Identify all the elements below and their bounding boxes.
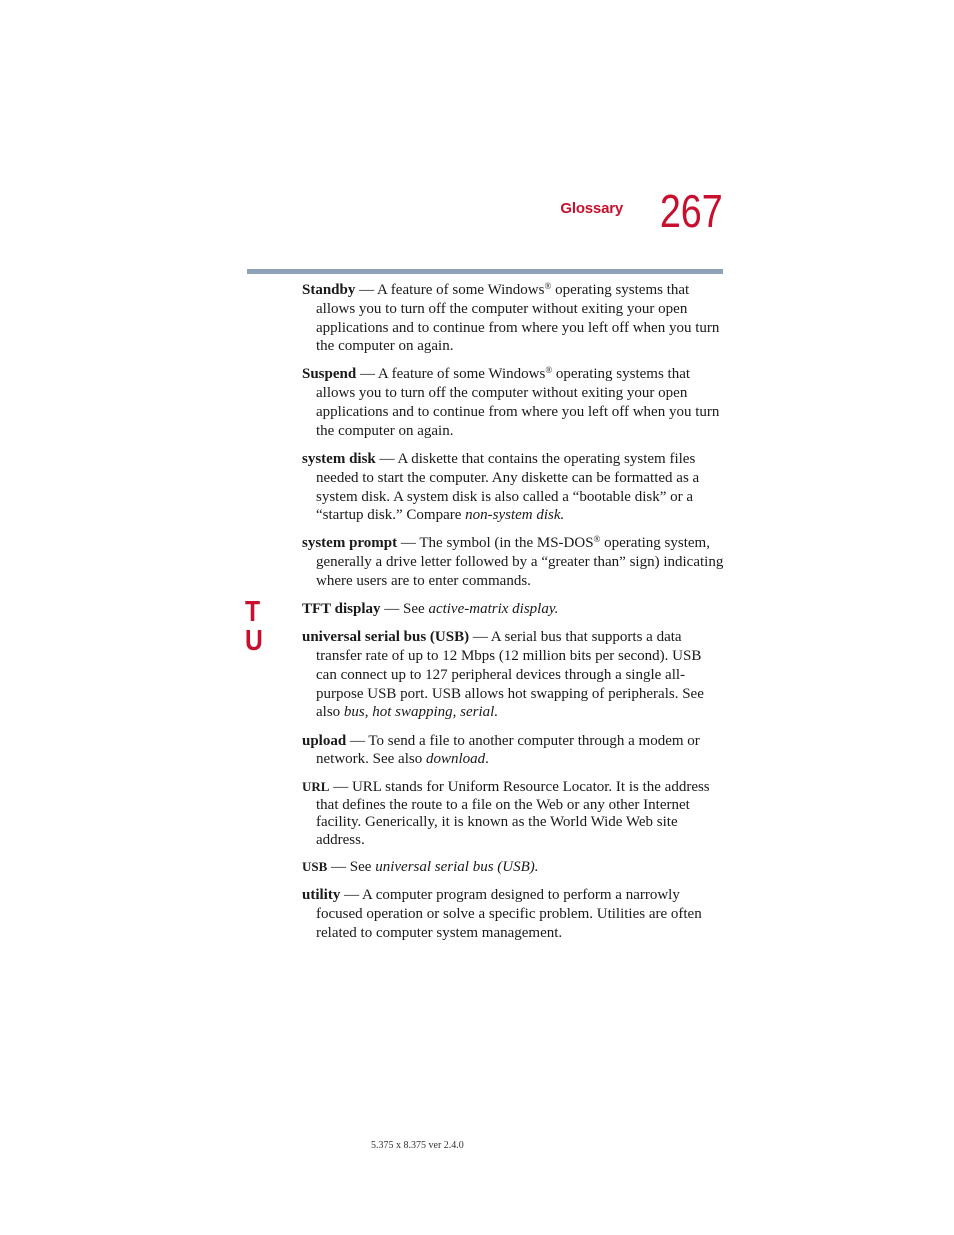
entry-text: operating systems that allows you to turn off the computer without exiting your open applications and to continue from where you left off when you turn the computer on again. bbox=[316, 366, 720, 439]
glossary-entry-suspend bbox=[302, 365, 724, 440]
entry-text: — A diskette that contains the operating system files needed to start the computer. Any diskette can be formatted as a system disk. A system disk is also called a “bootable disk” or a “startup disk.” Compare bbox=[316, 450, 700, 524]
header-rule bbox=[247, 269, 723, 274]
entry-cross-reference: download bbox=[425, 751, 486, 768]
entry-cross-reference: universal serial bus (USB). bbox=[375, 859, 539, 876]
entry-term: system prompt bbox=[302, 535, 398, 552]
entry-term: Standby bbox=[302, 282, 356, 298]
entry-text: — See bbox=[380, 601, 429, 618]
margin-letters bbox=[245, 598, 266, 656]
glossary-entry-upload bbox=[302, 732, 724, 770]
glossary-entry-usb bbox=[302, 858, 724, 877]
entry-text: — A computer program designed to perform a narrowly focused operation or solve a specific problem. Utilities are often related to computer system management. bbox=[316, 887, 702, 942]
entry-text: . bbox=[485, 751, 489, 768]
glossary-entries bbox=[302, 281, 724, 952]
entry-term: TFT display bbox=[302, 601, 381, 618]
entry-term: utility bbox=[302, 887, 341, 904]
entry-term: system disk bbox=[302, 450, 376, 467]
entry-text: — See bbox=[327, 859, 376, 876]
glossary-entry-system-prompt bbox=[302, 534, 724, 590]
entry-term: upload bbox=[302, 732, 347, 749]
entry-term: USB bbox=[302, 859, 328, 875]
entry-text: operating systems that allows you to turn off the computer without exiting your open applications and to continue from where you left off when you turn the computer on again. bbox=[316, 282, 720, 355]
entry-text: — A serial bus that supports a data transfer rate of up to 12 Mbps (12 million bits per second). USB can connect up to 127 peripheral devices through a single all-purpose USB port. USB allows hot swapping of peripherals. See also bbox=[316, 629, 704, 721]
glossary-entry-standby bbox=[302, 281, 724, 356]
entry-cross-reference: non-system disk. bbox=[465, 507, 565, 524]
margin-letter-u: U bbox=[245, 625, 263, 657]
entry-cross-reference: bus, hot swapping, serial. bbox=[343, 704, 499, 721]
registered-mark: ® bbox=[544, 281, 552, 291]
registered-mark: ® bbox=[593, 534, 601, 545]
glossary-entry-tft-display bbox=[302, 600, 724, 619]
registered-mark: ® bbox=[545, 365, 553, 376]
entry-text: — URL stands for Uniform Resource Locator. It is the address that defines the route to a file on the Web or any other Internet facility. Generically, it is known as the World Wide Web site address. bbox=[316, 779, 710, 848]
glossary-entry-url bbox=[302, 778, 724, 849]
entry-term: URL bbox=[302, 779, 330, 795]
entry-term: universal serial bus (USB) bbox=[302, 629, 470, 646]
section-title: Glossary bbox=[560, 200, 623, 217]
entry-cross-reference: active-matrix display. bbox=[428, 601, 559, 618]
entry-term: Suspend bbox=[302, 366, 357, 383]
page-footer: 5.375 x 8.375 ver 2.4.0 bbox=[371, 1140, 464, 1151]
page-number: 267 bbox=[660, 185, 723, 237]
glossary-entry-universal-serial-bus bbox=[302, 628, 724, 722]
glossary-entry-system-disk bbox=[302, 450, 724, 525]
entry-text: operating system, generally a drive letter followed by a “greater than” sign) indicating where users are to enter commands. bbox=[316, 535, 724, 590]
entry-text: — To send a file to another computer through a modem or network. See also bbox=[316, 732, 700, 768]
entry-text: — A feature of some Windows bbox=[356, 366, 546, 383]
margin-letter-t: T bbox=[245, 596, 261, 628]
entry-text: — The symbol (in the MS-DOS bbox=[397, 535, 594, 552]
entry-text: — A feature of some Windows bbox=[355, 282, 545, 298]
glossary-entry-utility bbox=[302, 886, 724, 942]
